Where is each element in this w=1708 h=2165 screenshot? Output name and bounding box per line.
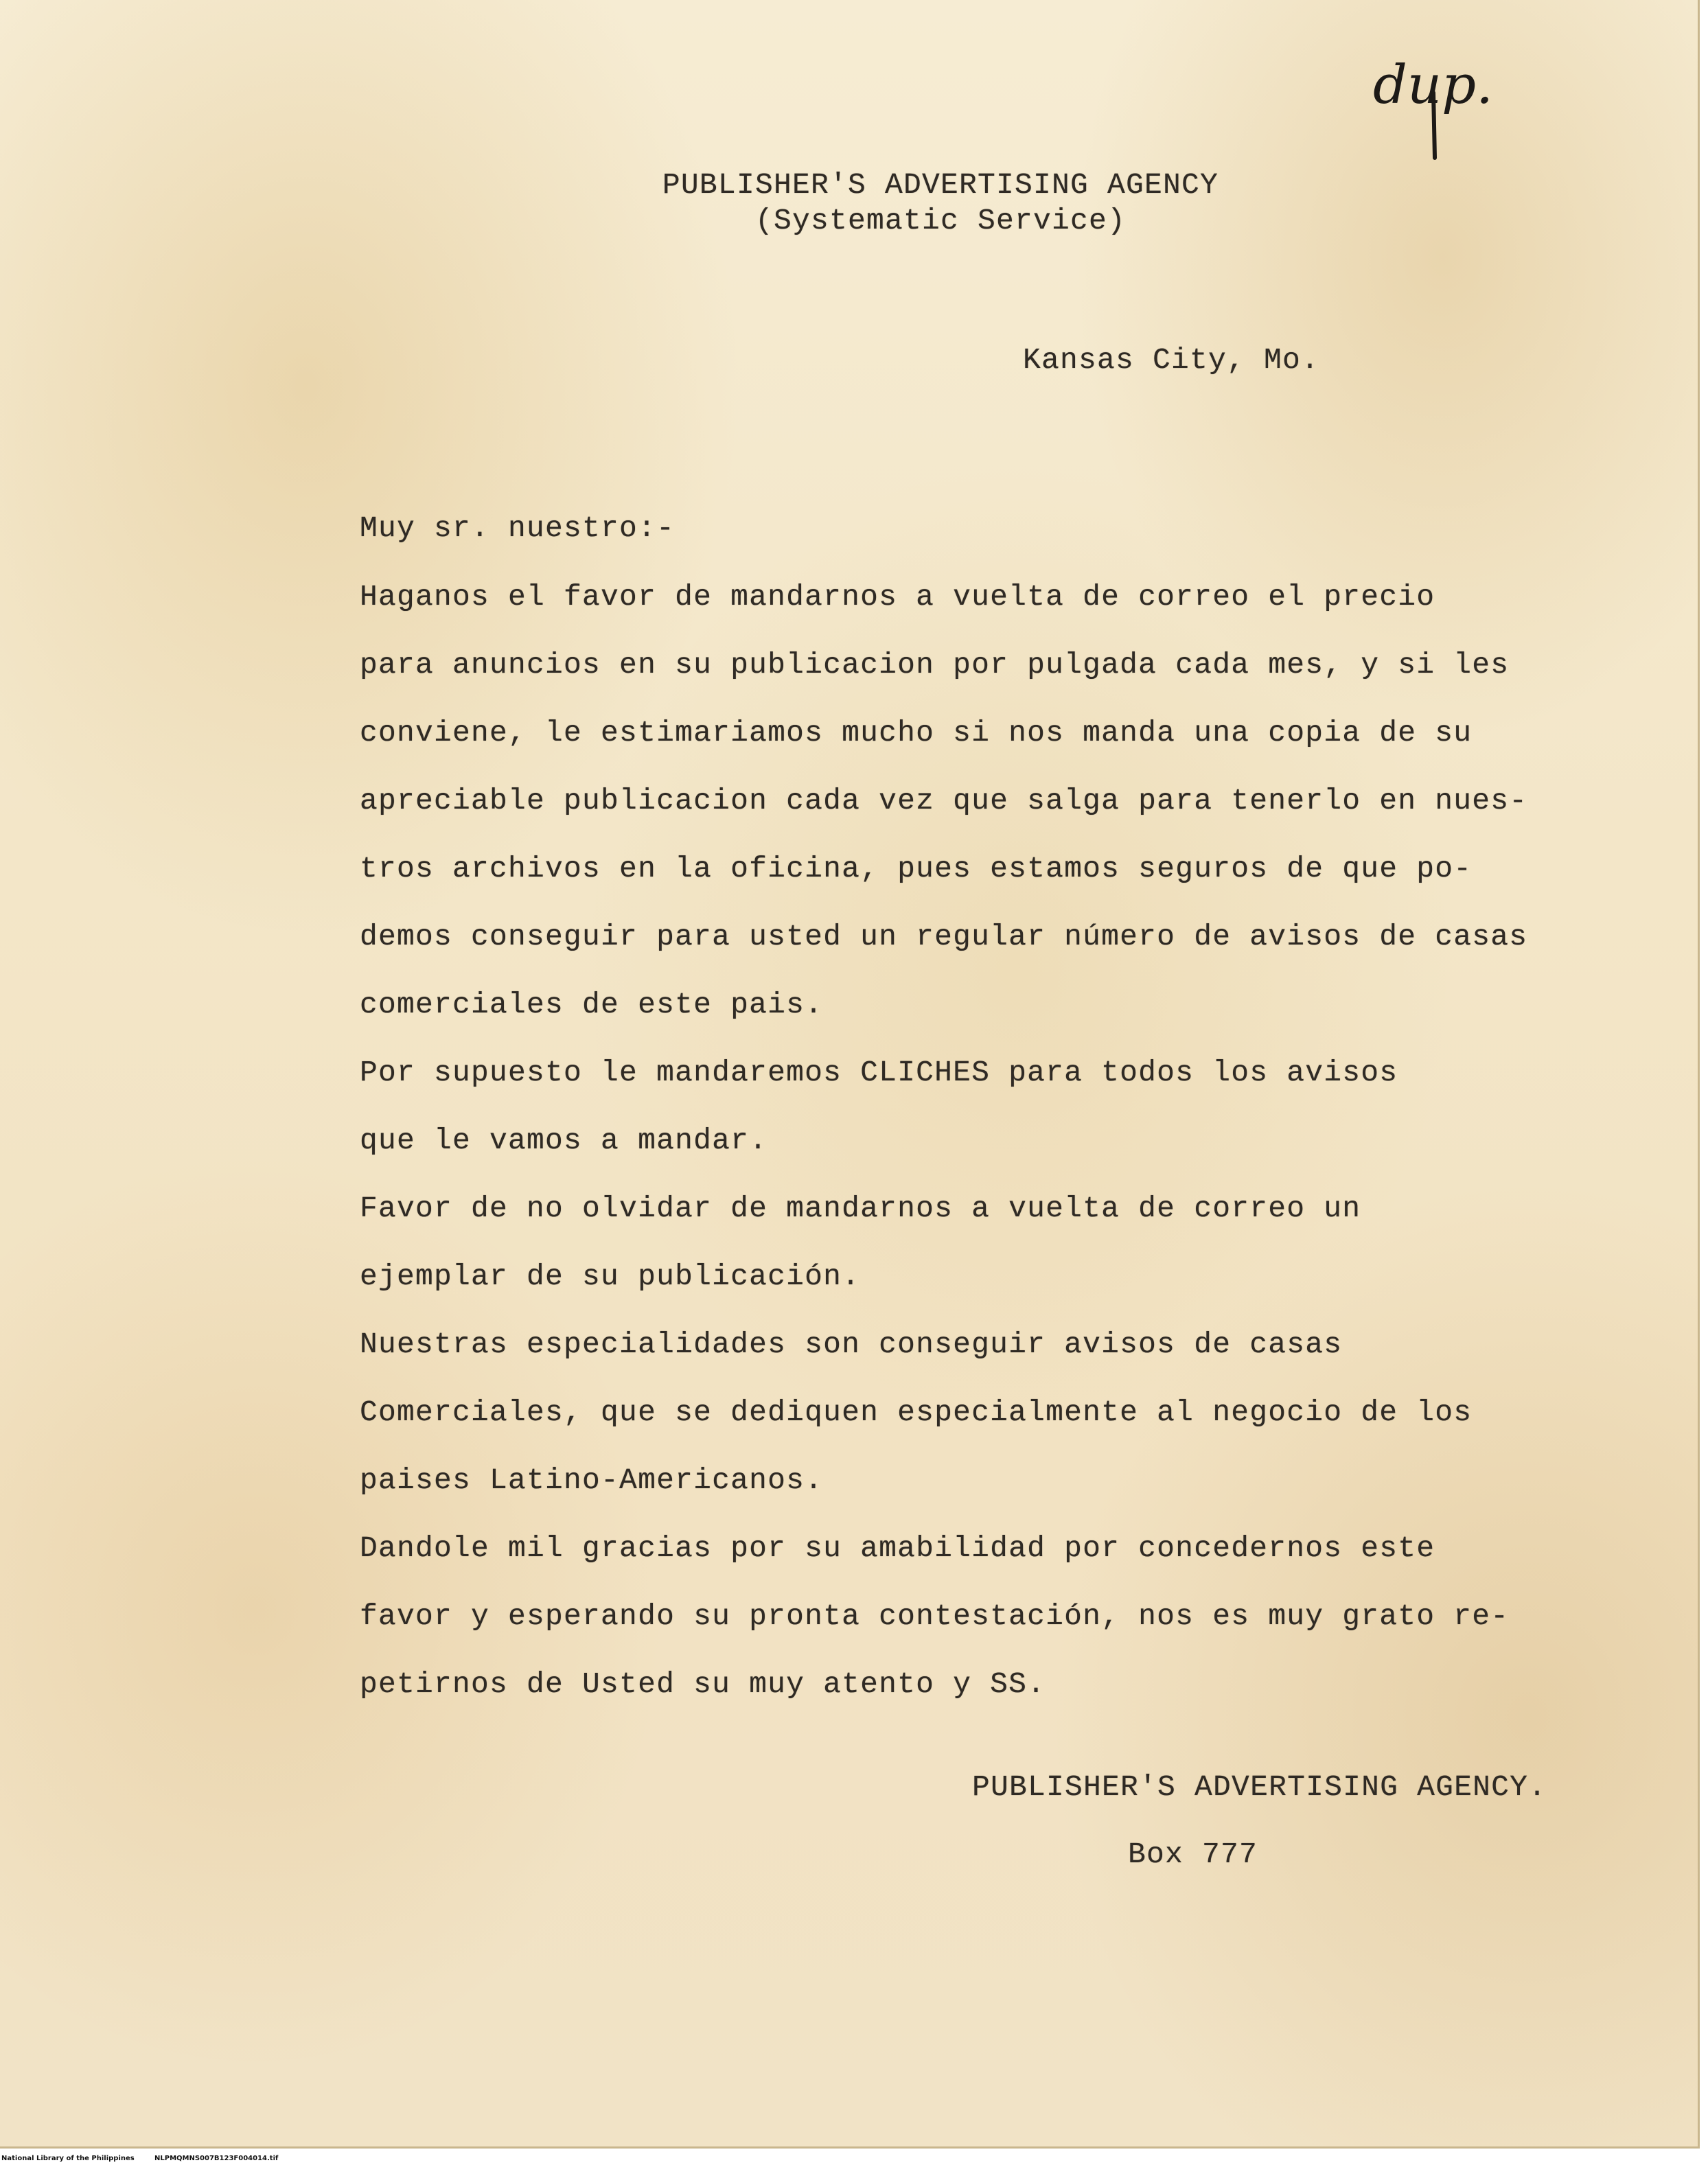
body-line: favor y esperando su pronta contestación, nos es muy grato re-: [360, 1599, 1510, 1633]
archive-label: National Library of the Philippines: [1, 2155, 135, 2162]
salutation: Muy sr. nuestro:-: [360, 511, 676, 545]
body-line: Favor de no olvidar de mandarnos a vuelta de correo un: [360, 1192, 1361, 1225]
body-line: que le vamos a mandar.: [360, 1124, 768, 1157]
body-line: apreciable publicacion cada vez que salga para tenerlo en nues-: [360, 784, 1528, 818]
body-line: tros archivos en la oficina, pues estamos seguros de que po-: [360, 852, 1473, 885]
letterhead-title: PUBLISHER'S ADVERTISING AGENCY: [662, 168, 1219, 202]
body-line: paises Latino-Americanos.: [360, 1463, 824, 1497]
body-line: Haganos el favor de mandarnos a vuelta de correo el precio: [360, 580, 1435, 614]
body-line: para anuncios en su publicacion por pulgada cada mes, y si les: [360, 648, 1510, 682]
letterhead-subtitle: (Systematic Service): [754, 204, 1127, 238]
body-line: ejemplar de su publicación.: [360, 1260, 861, 1293]
body-line: Nuestras especialidades son conseguir avisos de casas: [360, 1328, 1343, 1361]
body-line: comerciales de este pais.: [360, 988, 824, 1021]
archive-code: NLPMQMNS007B123F004014.tif: [154, 2155, 279, 2162]
body-line: conviene, le estimariamos mucho si nos manda una copia de su: [360, 716, 1473, 750]
handwritten-dup-note: [1366, 48, 1503, 165]
letter-place: Kansas City, Mo.: [1023, 343, 1320, 377]
body-line: petirnos de Usted su muy atento y SS.: [360, 1667, 1046, 1701]
signature-block-box: Box 777: [1128, 1838, 1258, 1871]
body-line: demos conseguir para usted un regular número de avisos de casas: [360, 920, 1528, 953]
body-line: Dandole mil gracias por su amabilidad por concedernos este: [360, 1531, 1435, 1565]
body-line: Comerciales, que se dediquen especialmente al negocio de los: [360, 1396, 1473, 1429]
body-line: Por supuesto le mandaremos CLICHES para todos los avisos: [360, 1056, 1398, 1089]
signature-block-agency: PUBLISHER'S ADVERTISING AGENCY.: [972, 1770, 1547, 1804]
handwritten-note-text: dup.: [1373, 54, 1493, 116]
